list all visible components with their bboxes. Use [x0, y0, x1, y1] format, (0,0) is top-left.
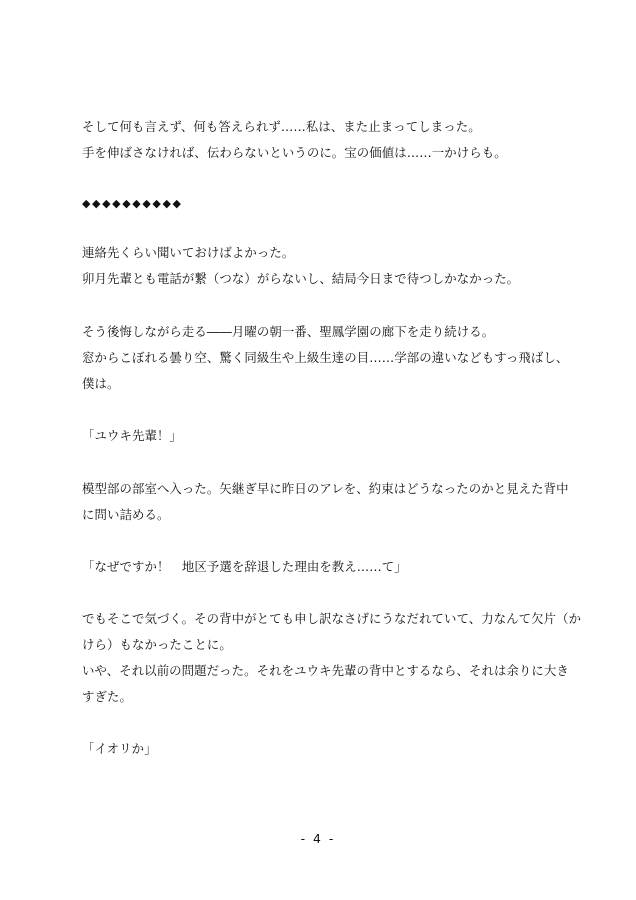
- text-line-10: でもそこで気づく。その背中がとても申し訳なさげにうなだれていて、力なんて欠片（か: [82, 611, 582, 626]
- page-number: - 4 -: [300, 831, 336, 846]
- text-line-12: いや、それ以前の問題だった。それをユウキ先輩の背中とするなら、それは余りに大き: [82, 663, 569, 678]
- dialogue-line-1: 「ユウキ先輩！」: [82, 428, 182, 443]
- text-line-8: 模型部の部室へ入った。矢継ぎ早に昨日のアレを、約束はどうなったのかと見えた背中: [82, 481, 569, 496]
- text-line-7: 僕は。: [82, 376, 120, 391]
- text-line-1: そして何も言えず、何も答えられず……私は、また止まってしまった。: [82, 119, 481, 134]
- text-line-3: 連絡先くらい聞いておけばよかった。: [82, 245, 295, 260]
- text-line-11: けら）もなかったことに。: [82, 637, 232, 652]
- text-line-9: に問い詰める。: [82, 507, 170, 522]
- scene-separator: ◆◆◆◆◆◆◆◆◆◆: [82, 197, 183, 210]
- text-line-5: そう後悔しながら走る――月曜の朝一番、聖鳳学園の廊下を走り続ける。: [82, 324, 495, 339]
- text-line-4: 卯月先輩とも電話が繋（つな）がらないし、結局今日まで待つしかなかった。: [82, 271, 520, 286]
- text-line-6: 窓からこぼれる曇り空、驚く同級生や上級生達の目……学部の違いなどもすっ飛ばし、: [82, 350, 569, 365]
- dialogue-line-3: 「イオリか」: [82, 741, 157, 756]
- text-line-13: すぎた。: [82, 689, 132, 704]
- text-line-2: 手を伸ばさなければ、伝わらないというのに。宝の価値は……一かけらも。: [82, 145, 507, 160]
- dialogue-line-2: 「なぜですか！ 地区予選を辞退した理由を教え……て」: [82, 559, 407, 574]
